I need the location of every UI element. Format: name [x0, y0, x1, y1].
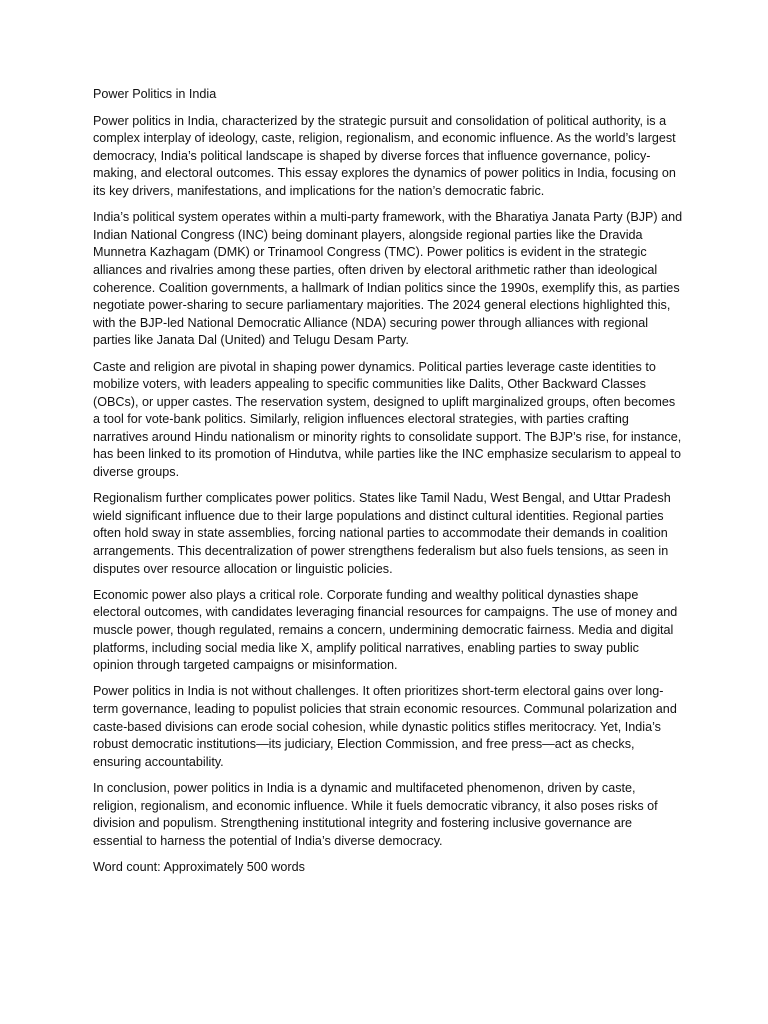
- paragraph-introduction: Power politics in India, characterized by the strategic pursuit and consolidation of political authority, is a complex interplay of ideology, caste, religion, regionalism, and economic influence. As the world’s largest democracy, India’s political landscape is shaped by diverse forces that influence governance, policy-making, and electoral outcomes. This essay explores the dynamics of power politics in India, focusing on its key drivers, manifestations, and implications for the nation’s democratic fabric.: [93, 113, 676, 198]
- paragraph-conclusion: In conclusion, power politics in India is a dynamic and multifaceted phenomenon, driven by caste, religion, regionalism, and economic influence. While it fuels democratic vibrancy, it also poses risks of division and populism. Strengthening institutional integrity and fostering inclusive governance are essential to harness the potential of India’s diverse democracy.: [93, 780, 658, 848]
- paragraph-economic-power: Economic power also plays a critical role. Corporate funding and wealthy political dynasties shape electoral outcomes, with candidates leveraging financial resources for campaigns. The use of money and muscle power, though regulated, remains a concern, undermining democratic fairness. Media and digital platforms, including social media like X, amplify political narratives, enabling parties to sway public opinion through targeted campaigns or misinformation.: [93, 587, 678, 673]
- document-title: Power Politics in India: [93, 87, 217, 101]
- word-count: Word count: Approximately 500 words: [93, 859, 305, 874]
- paragraph-caste-religion: Caste and religion are pivotal in shaping power dynamics. Political parties leverage caste identities to mobilize voters, with leaders appealing to specific communities like Dalits, Other Backward Classes (OBCs), or upper castes. The reservation system, designed to uplift marginalized groups, often becomes a tool for vote-bank politics. Similarly, religion influences electoral strategies, with parties crafting narratives around Hindu nationalism or minority rights to consolidate support. The BJP’s rise, for instance, has been linked to its promotion of Hindutva, while parties like the INC emphasize secularism to appeal to diverse groups.: [93, 359, 682, 480]
- paragraph-regionalism: Regionalism further complicates power politics. States like Tamil Nadu, West Bengal, and Uttar Pradesh wield significant influence due to their large populations and distinct cultural identities. Regional parties often hold sway in state assemblies, forcing national parties to accommodate their demands in coalition arrangements. This decentralization of power strengthens federalism but also fuels tensions, as seen in disputes over resource allocation or linguistic policies.: [93, 491, 671, 576]
- paragraph-party-system: India’s political system operates within a multi-party framework, with the Bharatiya Janata Party (BJP) and Indian National Congress (INC) being dominant players, alongside regional parties like the Dravida Munnetra Kazhagam (DMK) or Trinamool Congress (TMC). Power politics is evident in the strategic alliances and rivalries among these parties, often driven by electoral arithmetic rather than ideological coherence. Coalition governments, a hallmark of Indian politics since the 1990s, exemplify this, as parties negotiate power-sharing to secure parliamentary majorities. The 2024 general elections highlighted this, with the BJP-led National Democratic Alliance (NDA) securing power through alliances with regional parties like Janata Dal (United) and Telugu Desam Party.: [93, 210, 683, 348]
- paragraph-challenges: Power politics in India is not without challenges. It often prioritizes short-term electoral gains over long-term governance, leading to populist policies that strain economic resources. Communal polarization and caste-based divisions can erode social cohesion, while dynastic politics stifles meritocracy. Yet, India’s robust democratic institutions—its judiciary, Election Commission, and free press—act as checks, ensuring accountability.: [93, 684, 677, 769]
- document-page: [93, 86, 683, 877]
